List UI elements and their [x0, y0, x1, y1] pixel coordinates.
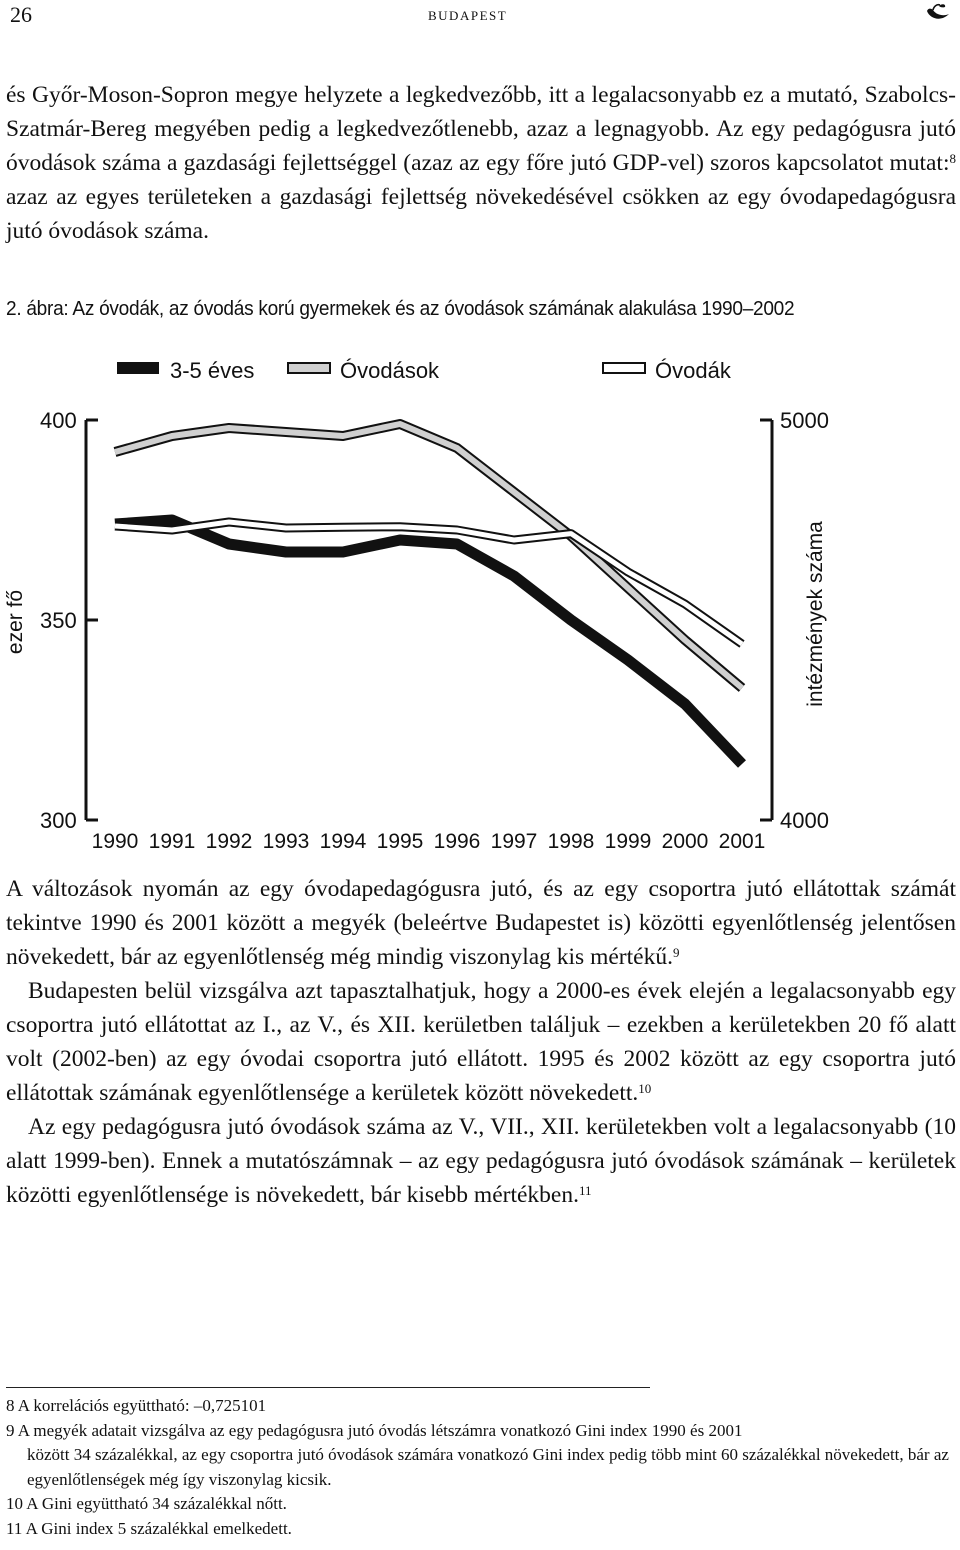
paragraph-text: Az egy pedagógusra jutó óvodások száma az V., VII., XII. kerületekben volt a legalacsonyabb (10 alatt 1999-ben). Ennek a mutatószámnak – az egy pedagógusra jutó óvodások számának – kerületek közötti egyenlőtlensége is növekedett, bár kisebb mértékben.: [6, 1114, 956, 1208]
x-tick-label: 1991: [148, 830, 196, 853]
footnote-ref-8[interactable]: 8: [949, 151, 956, 166]
footnote-9-continued: között 34 százalékkal, az egy csoportra jutó óvodások számára vonatkozó Gini index pedig több mint 60 százalékkal növekedett, bár az egyenlőtlenségek még így viszonylag kicsik.: [27, 1445, 949, 1489]
series-line-ovodasok: [115, 424, 742, 688]
body-paragraph-3: [6, 974, 956, 1110]
left-tick-label: 300: [40, 808, 77, 833]
footnote-9: 9 A megyék adatait vizsgálva az egy pedagógusra jutó óvodás létszámra vonatkozó Gini index 1990 és 2001: [6, 1420, 743, 1440]
footnote-8: 8 A korrelációs együttható: –0,725101: [6, 1396, 267, 1415]
x-tick-label: 1997: [490, 830, 538, 853]
body-paragraph-4: [6, 1110, 956, 1212]
legend-label: Óvodák: [655, 358, 731, 383]
page-header: [0, 0, 960, 30]
x-tick-label: 1992: [205, 830, 253, 853]
x-tick-label: 1999: [604, 830, 652, 853]
x-tick-label: 1995: [376, 830, 424, 853]
line-chart: [0, 340, 960, 870]
chart-labels: [4, 408, 829, 853]
footnote-10: 10 A Gini együttható 34 százalékkal nőtt.: [6, 1494, 287, 1513]
pepper-icon: [924, 2, 952, 24]
chart-series: [115, 424, 742, 764]
chart-legend: [117, 358, 732, 383]
x-tick-label: 1990: [91, 830, 139, 853]
paragraph-text: és Győr-Moson-Sopron megye helyzete a legkedvezőbb, itt a legalacsonyabb ez a mutató, Szabolcs-Szatmár-Bereg megyében pedig a legkedvezőtlenebb, azaz a legnagyobb. Az egy pedagógusra jutó óvodások száma a gazdasági fejlettséggel (azaz az egy főre jutó GDP-vel) szoros kapcsolatot mutat:: [6, 82, 956, 176]
legend-swatch-ovodasok: [288, 363, 330, 373]
left-tick-label: 400: [40, 408, 77, 433]
x-tick-label: 1993: [262, 830, 310, 853]
left-tick-label: 350: [40, 608, 77, 633]
legend-label: 3-5 éves: [170, 358, 255, 383]
paragraph-text: azaz az egyes területeken a gazdasági fejlettség növekedésével csökken az egy óvodapedagógusra jutó óvodások száma.: [6, 184, 956, 244]
footnote-ref-11[interactable]: 11: [578, 1183, 592, 1198]
x-tick-label: 1998: [547, 830, 595, 853]
page-number: 26: [10, 2, 32, 27]
x-tick-label: 2001: [718, 830, 766, 853]
body-paragraph-2: [6, 872, 956, 974]
legend-swatch-ovodak: [603, 363, 645, 373]
paragraph-text: Budapesten belül vizsgálva azt tapasztalhatjuk, hogy a 2000-es évek elején a legalacsonyabb egy csoportra jutó ellátottat az I., az V., és XII. kerületben találjuk – ezekben a kerületekben 20 fő alatt volt (2002-ben) az egy óvodai csoportra jutó ellátott. 1995 és 2002 között az egy csoportra jutó ellátottak számának egyenlőtlensége a kerületek között növekedett.: [6, 978, 956, 1106]
paragraph-text: A változások nyomán az egy óvodapedagógusra jutó, és az egy csoportra jutó ellátottak számát tekintve 1990 és 2001 között a megyék (beleértve Budapestet is) közötti egyenlőtlenség jelentősen növekedett, bár az egyenlőtlenség még mindig viszonylag kis mértékű.: [6, 876, 956, 970]
running-title: budapest: [428, 4, 508, 24]
right-tick-label: 5000: [780, 408, 829, 433]
right-tick-label: 4000: [780, 808, 829, 833]
footnote-11: 11 A Gini index 5 százalékkal emelkedett.: [6, 1518, 292, 1538]
series-line-3-5-eves: [115, 520, 742, 764]
body-text-after-chart: [6, 872, 956, 1212]
x-tick-label: 2000: [661, 830, 709, 853]
series-outline-ovodasok: [115, 424, 742, 688]
left-axis-title: ezer fő: [4, 589, 27, 655]
x-tick-label: 1996: [433, 830, 481, 853]
footnotes: [6, 1394, 956, 1541]
right-axis-title: intézmények száma: [804, 521, 827, 707]
body-paragraph-1: [6, 78, 956, 248]
figure-caption: 2. ábra: Az óvodák, az óvodás korú gyermekek és az óvodások számának alakulása 1990–2002: [6, 297, 795, 320]
footnote-divider: [6, 1387, 650, 1388]
footnote-ref-10[interactable]: 10: [638, 1081, 652, 1096]
legend-swatch-3-5-eves: [117, 362, 159, 374]
legend-label: Óvodások: [340, 358, 440, 383]
footnote-ref-9[interactable]: 9: [672, 945, 680, 960]
x-tick-label: 1994: [319, 830, 367, 853]
